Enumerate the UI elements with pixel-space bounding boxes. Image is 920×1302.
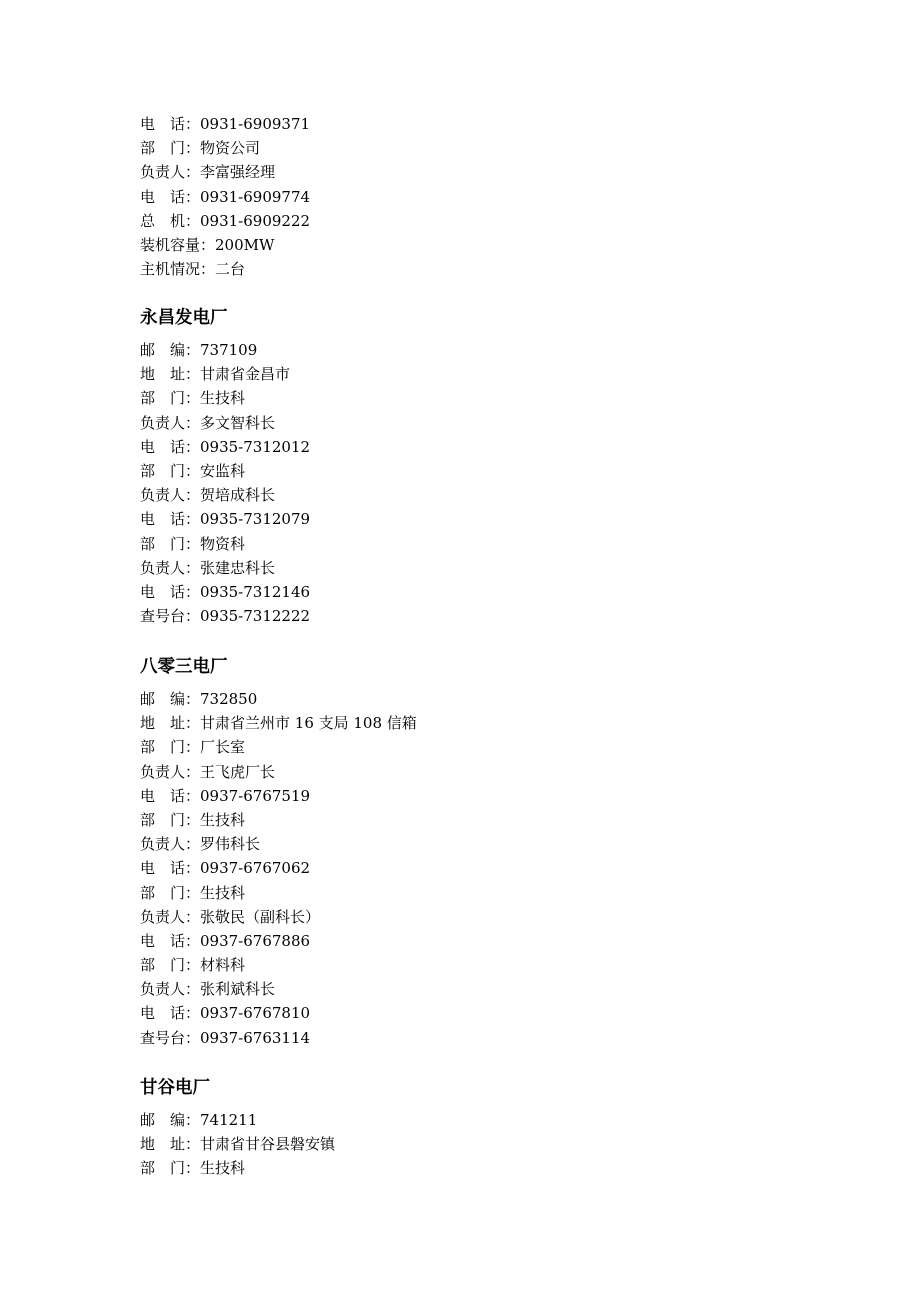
section-yongchang	[140, 304, 310, 628]
text-line: 部 门：物资科	[140, 534, 246, 553]
text-line: 负责人：多文智科长	[140, 413, 276, 432]
text-line: 部 门：生技科	[140, 1159, 246, 1178]
text-line: 查号台：0937-6763114	[140, 1028, 311, 1047]
text-line: 部 门：生技科	[140, 883, 246, 902]
text-line: 部 门：物资公司	[140, 139, 261, 158]
text-line: 地 址：甘肃省金昌市	[140, 365, 291, 384]
section-lines	[140, 1108, 335, 1181]
text-line: 装机容量：200MW	[140, 235, 275, 254]
text-line: 部 门：生技科	[140, 810, 246, 829]
section-lines	[140, 338, 310, 628]
text-line: 电 话：0931-6909774	[140, 187, 311, 206]
text-line: 邮 编：732850	[140, 690, 258, 708]
text-line: 总 机：0931-6909222	[140, 211, 311, 230]
section-lines	[140, 687, 417, 1050]
text-line: 负责人：张利斌科长	[140, 980, 276, 999]
text-line: 部 门：厂长室	[140, 738, 246, 757]
text-line: 电 话：0937-6767519	[140, 786, 311, 805]
section-title: 甘谷电厂	[140, 1078, 210, 1098]
text-line: 电 话：0935-7312146	[140, 582, 311, 601]
text-line: 地 址：甘肃省甘谷县磐安镇	[140, 1135, 336, 1154]
text-line: 电 话：0937-6767810	[140, 1004, 311, 1023]
section-title: 八零三电厂	[140, 657, 228, 677]
section-803	[140, 653, 417, 1050]
text-line: 电 话：0931-6909371	[140, 115, 311, 133]
text-line: 负责人：罗伟科长	[140, 835, 261, 854]
text-line: 部 门：生技科	[140, 389, 246, 408]
text-line: 部 门：材料科	[140, 956, 246, 975]
text-line: 地 址：甘肃省兰州市 16 支局 108 信箱	[140, 714, 417, 733]
section-title: 永昌发电厂	[140, 308, 228, 328]
text-line: 电 话：0937-6767062	[140, 859, 311, 878]
section-gangu	[140, 1074, 335, 1181]
text-line: 主机情况：二台	[140, 260, 246, 279]
intro-block	[140, 112, 310, 281]
text-line: 负责人：张建忠科长	[140, 558, 276, 577]
text-line: 负责人：张敬民（副科长）	[140, 907, 321, 926]
text-line: 查号台：0935-7312222	[140, 607, 311, 626]
intro-lines	[140, 112, 310, 281]
text-line: 电 话：0935-7312079	[140, 510, 311, 529]
text-line: 电 话：0935-7312012	[140, 437, 311, 456]
text-line: 负责人：李富强经理	[140, 163, 276, 182]
text-line: 邮 编：741211	[140, 1111, 258, 1129]
text-line: 电 话：0937-6767886	[140, 931, 311, 950]
text-line: 邮 编：737109	[140, 341, 258, 359]
text-line: 负责人：贺培成科长	[140, 486, 276, 505]
text-line: 负责人：王飞虎厂长	[140, 762, 276, 781]
text-line: 部 门：安监科	[140, 461, 246, 480]
